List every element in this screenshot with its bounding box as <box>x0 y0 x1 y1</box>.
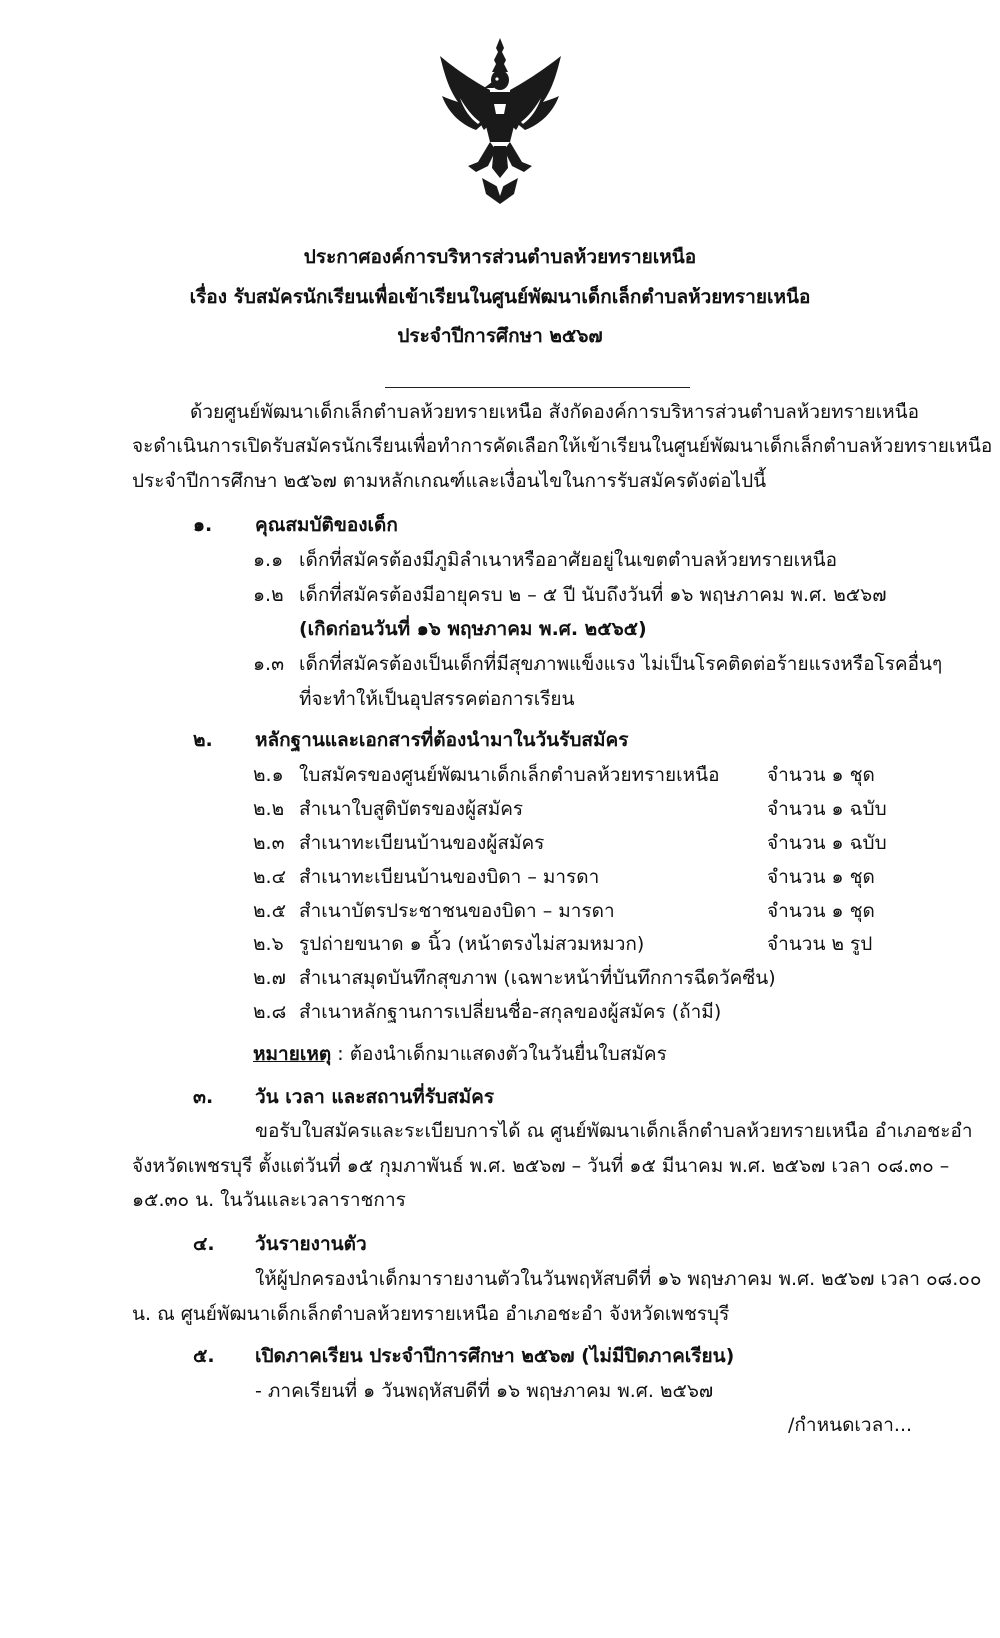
doc-item <box>253 930 644 958</box>
item-text: เด็กที่สมัครต้องมีอายุครบ ๒ – ๕ ปี นับถึงวันที่ ๑๖ พฤษภาคม พ.ศ. ๒๕๖๗ <box>299 584 887 606</box>
item-number: ๒.๗ <box>253 967 286 989</box>
section-1-item-2-cont: (เกิดก่อนวันที่ ๑๖ พฤษภาคม พ.ศ. ๒๕๖๕) <box>299 618 647 640</box>
section-5-title: เปิดภาคเรียน ประจำปีการศึกษา ๒๕๖๗ (ไม่มีปิดภาคเรียน) <box>255 1345 735 1367</box>
item-number: ๒.๕ <box>253 900 286 922</box>
section-1-item-3 <box>253 650 942 678</box>
section-2-title: หลักฐานและเอกสารที่ต้องนำมาในวันรับสมัคร <box>255 729 629 751</box>
item-number: ๒.๖ <box>253 933 284 955</box>
section-2-number: ๒. <box>193 729 213 751</box>
section-3-number: ๓. <box>193 1086 214 1108</box>
item-text: เด็กที่สมัครต้องเป็นเด็กที่มีสุขภาพแข็งแรง ไม่เป็นโรคติดต่อร้ายแรงหรือโรคอื่นๆ <box>299 653 943 675</box>
garuda-emblem-icon <box>438 38 563 206</box>
item-number: ๒.๒ <box>253 798 285 820</box>
item-text: สำเนาทะเบียนบ้านของบิดา – มารดา <box>299 866 600 888</box>
doc-item <box>253 863 599 891</box>
item-number: ๑.๓ <box>253 653 285 675</box>
item-text: สำเนาสมุดบันทึกสุขภาพ (เฉพาะหน้าที่บันทึกการฉีดวัคซีน) <box>299 967 776 989</box>
item-number: ๒.๘ <box>253 1001 287 1023</box>
section-3-line-2: จังหวัดเพชรบุรี ตั้งแต่วันที่ ๑๕ กุมภาพันธ์ พ.ศ. ๒๕๖๗ – วันที่ ๑๕ มีนาคม พ.ศ. ๒๕๖๗ เวลา ๐๘.๓๐ – <box>132 1155 950 1177</box>
title-line-2: เรื่อง รับสมัครนักเรียนเพื่อเข้าเรียนในศูนย์พัฒนาเด็กเล็กตำบลห้วยทรายเหนือ <box>189 286 811 308</box>
section-4-title: วันรายงานตัว <box>255 1233 367 1255</box>
doc-item <box>253 761 720 789</box>
section-1-item-1 <box>253 546 837 574</box>
item-number: ๑.๑ <box>253 549 284 571</box>
doc-item <box>253 964 776 992</box>
title-line-1: ประกาศองค์การบริหารส่วนตำบลห้วยทรายเหนือ <box>303 246 697 268</box>
doc-item <box>253 795 523 823</box>
continued-marker: /กำหนดเวลา... <box>788 1414 913 1436</box>
intro-line-2: จะดำเนินการเปิดรับสมัครนักเรียนเพื่อทำการคัดเลือกให้เข้าเรียนในศูนย์พัฒนาเด็กเล็กตำบลห้วยทรายเหนือ <box>132 435 993 457</box>
item-text: สำเนาหลักฐานการเปลี่ยนชื่อ-สกุลของผู้สมัคร (ถ้ามี) <box>299 1001 722 1023</box>
section-5-heading <box>193 1342 734 1370</box>
intro-line-3: ประจำปีการศึกษา ๒๕๖๗ ตามหลักเกณฑ์และเงื่อนไขในการรับสมัครดังต่อไปนี้ <box>132 470 767 492</box>
section-1-heading <box>193 511 398 539</box>
intro-line-1: ด้วยศูนย์พัฒนาเด็กเล็กตำบลห้วยทรายเหนือ สังกัดองค์การบริหารส่วนตำบลห้วยทรายเหนือ <box>190 401 920 423</box>
section-4-line-1: ให้ผู้ปกครองนำเด็กมารายงานตัวในวันพฤหัสบดีที่ ๑๖ พฤษภาคม พ.ศ. ๒๕๖๗ เวลา ๐๘.๐๐ <box>255 1268 982 1290</box>
item-text: ใบสมัครของศูนย์พัฒนาเด็กเล็กตำบลห้วยทรายเหนือ <box>299 764 720 786</box>
section-3-heading <box>193 1083 494 1111</box>
section-1-item-3-cont: ที่จะทำให้เป็นอุปสรรคต่อการเรียน <box>299 688 575 710</box>
note-text: : ต้องนำเด็กมาแสดงตัวในวันยื่นใบสมัคร <box>331 1043 667 1065</box>
item-number: ๑.๒ <box>253 584 284 606</box>
section-1-number: ๑. <box>193 514 213 536</box>
section-4-number: ๔. <box>193 1233 215 1255</box>
title-line-3: ประจำปีการศึกษา ๒๕๖๗ <box>397 325 603 347</box>
note <box>253 1040 667 1068</box>
doc-item-qty: จำนวน ๑ ชุด <box>767 900 875 922</box>
section-1-item-2 <box>253 581 887 609</box>
item-text: เด็กที่สมัครต้องมีภูมิลำเนาหรืออาศัยอยู่ในเขตตำบลห้วยทรายเหนือ <box>299 549 837 571</box>
section-3-line-3: ๑๕.๓๐ น. ในวันและเวลาราชการ <box>132 1189 406 1211</box>
doc-item <box>253 998 721 1026</box>
section-3-line-1: ขอรับใบสมัครและระเบียบการได้ ณ ศูนย์พัฒนาเด็กเล็กตำบลห้วยทรายเหนือ อำเภอชะอำ <box>255 1120 973 1142</box>
section-4-heading <box>193 1230 367 1258</box>
section-3-title: วัน เวลา และสถานที่รับสมัคร <box>255 1086 495 1108</box>
item-number: ๒.๓ <box>253 832 285 854</box>
section-2-heading <box>193 726 628 754</box>
doc-item <box>253 829 544 857</box>
item-text: สำเนาบัตรประชาชนของบิดา – มารดา <box>299 900 615 922</box>
doc-item-qty: จำนวน ๑ ชุด <box>767 866 875 888</box>
item-text: รูปถ่ายขนาด ๑ นิ้ว (หน้าตรงไม่สวมหมวก) <box>299 933 645 955</box>
doc-item-qty: จำนวน ๑ ฉบับ <box>767 832 887 854</box>
doc-item-qty: จำนวน ๑ ฉบับ <box>767 798 887 820</box>
item-number: ๒.๔ <box>253 866 286 888</box>
item-text: สำเนาทะเบียนบ้านของผู้สมัคร <box>299 832 545 854</box>
title-divider <box>385 387 690 388</box>
doc-item-qty: จำนวน ๒ รูป <box>767 933 873 955</box>
section-5-item: - ภาคเรียนที่ ๑ วันพฤหัสบดีที่ ๑๖ พฤษภาคม พ.ศ. ๒๕๖๗ <box>255 1380 714 1402</box>
section-4-line-2: น. ณ ศูนย์พัฒนาเด็กเล็กตำบลห้วยทรายเหนือ อำเภอชะอำ จังหวัดเพชรบุรี <box>132 1303 730 1325</box>
section-5-number: ๕. <box>193 1345 215 1367</box>
doc-item <box>253 897 615 925</box>
item-number: ๒.๑ <box>253 764 284 786</box>
item-text: สำเนาใบสูติบัตรของผู้สมัคร <box>299 798 524 820</box>
note-label: หมายเหตุ <box>253 1043 332 1065</box>
doc-item-qty: จำนวน ๑ ชุด <box>767 764 875 786</box>
section-1-title: คุณสมบัติของเด็ก <box>255 514 398 536</box>
